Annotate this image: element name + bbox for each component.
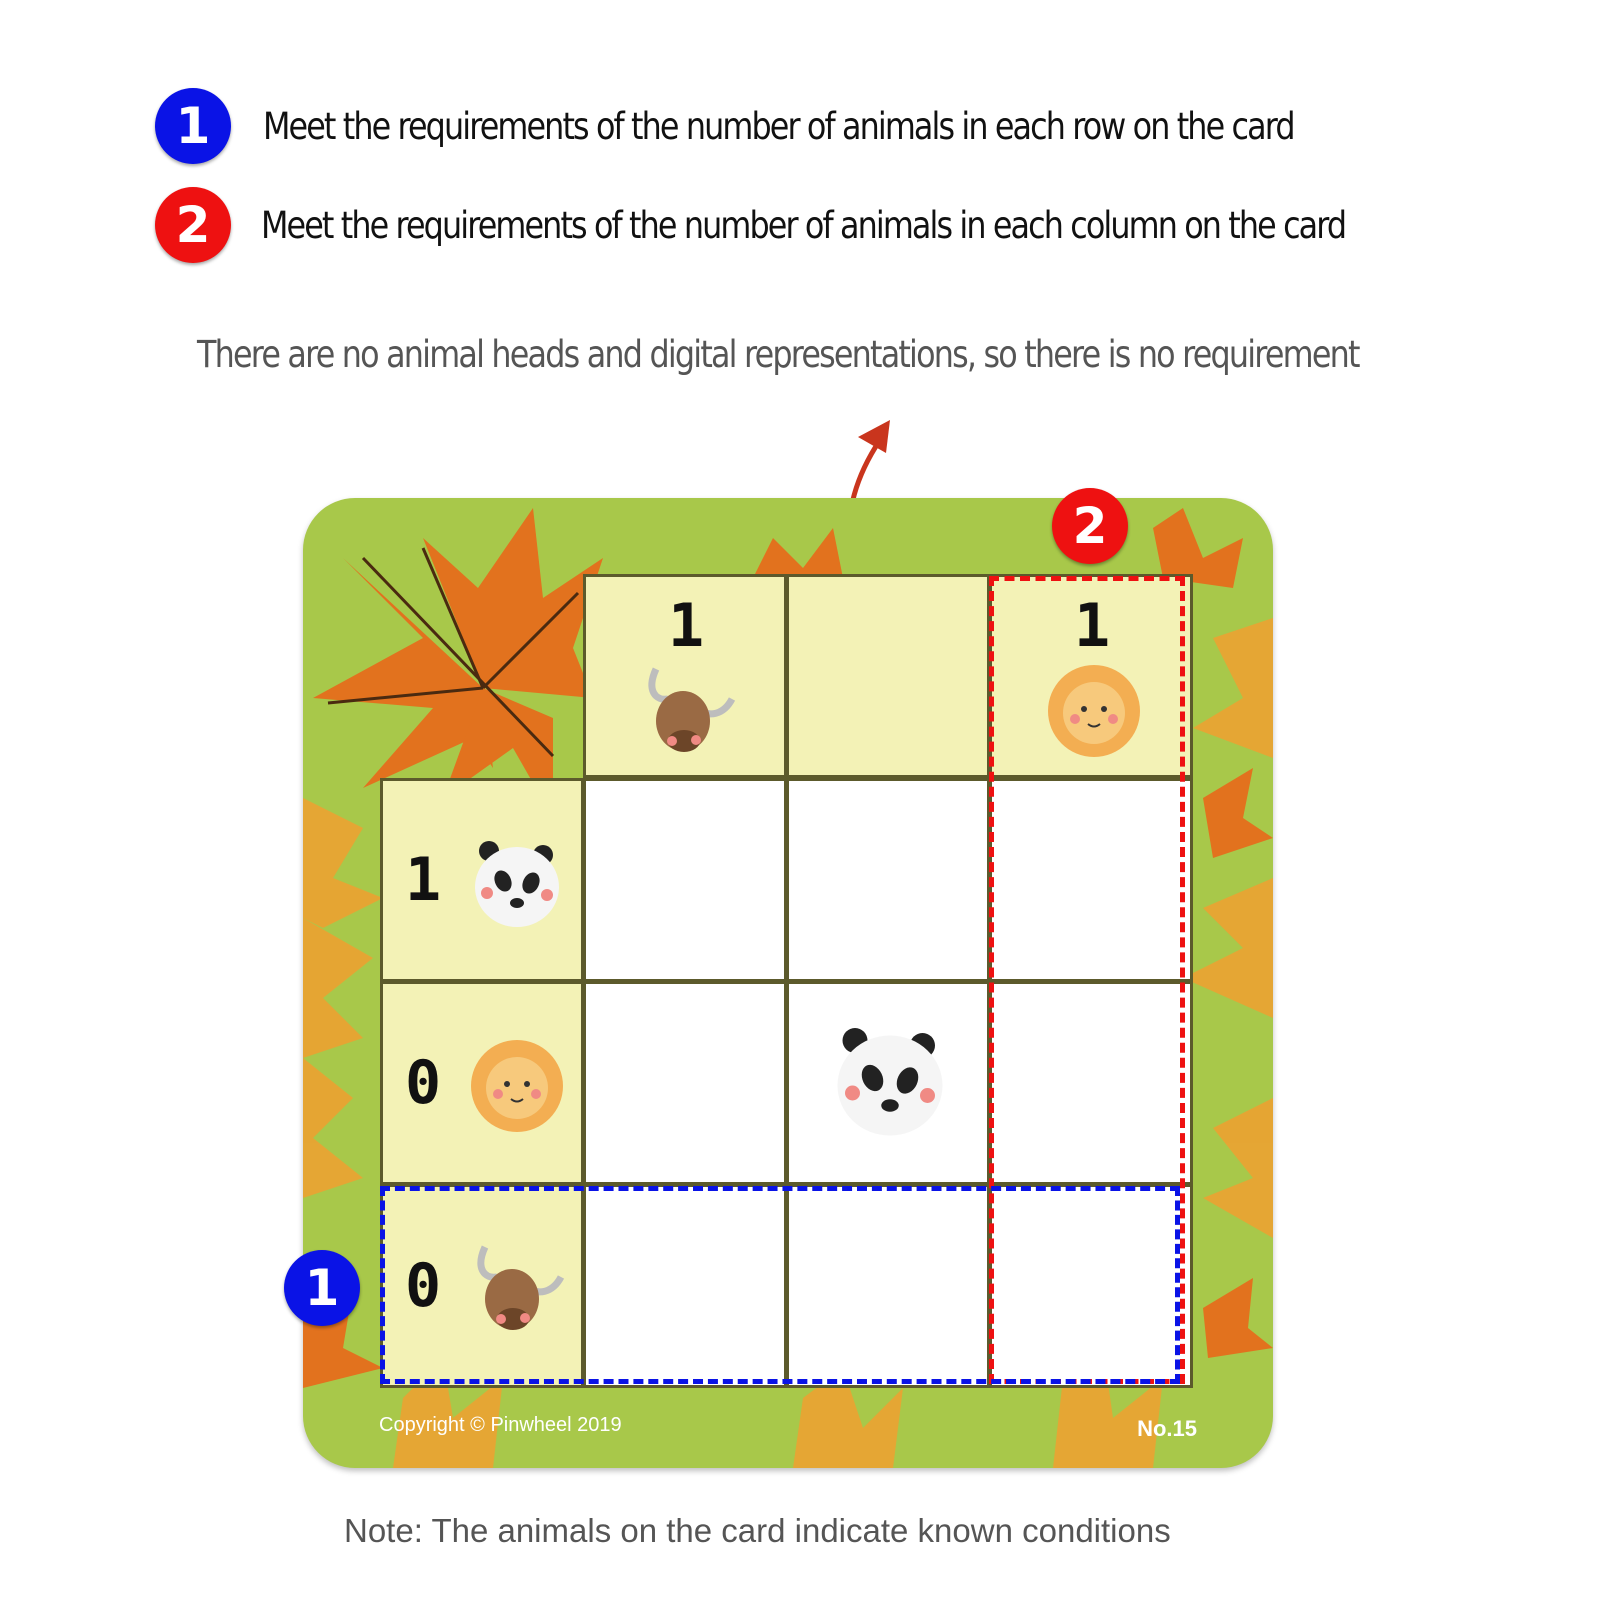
lion-icon [467, 1036, 567, 1136]
puzzle-card [303, 498, 1273, 1468]
column-clue-2 [786, 574, 990, 778]
column-clue-1-number: 1 [668, 591, 705, 661]
row-highlight-box [380, 1186, 1180, 1384]
bottom-note: Note: The animals on the card indicate known conditions [344, 1512, 1171, 1549]
grid-cell-r2-c1[interactable] [583, 981, 787, 1185]
column-highlight-badge: 2 [1052, 488, 1128, 564]
grid-cell-r1-c2[interactable] [786, 778, 990, 982]
row-highlight-badge: 1 [284, 1250, 360, 1326]
grid-cell-r1-c1[interactable] [583, 778, 787, 982]
card-number: No.15 [1137, 1416, 1197, 1441]
copyright-text: Copyright © Pinwheel 2019 [379, 1414, 622, 1436]
column-clue-3-number: 1 [1074, 591, 1111, 661]
panda-icon [467, 833, 567, 933]
row-clue-1-number: 1 [405, 845, 442, 915]
rule-1-text: Meet the requirements of the number of animals in each row on the card [263, 104, 1294, 148]
rule-2 [155, 187, 1522, 263]
no-requirement-note: There are no animal heads and digital representations, so there is no requirement [197, 333, 1359, 376]
rule-1 [155, 88, 1461, 164]
row-clue-2 [380, 981, 584, 1185]
row-clue-2-number: 0 [405, 1048, 442, 1118]
panda-icon [825, 1018, 955, 1143]
row-clue-1 [380, 778, 584, 982]
rule-1-badge: 1 [155, 88, 231, 164]
yak-icon [638, 661, 738, 761]
column-clue-1 [583, 574, 787, 778]
rule-2-badge: 2 [155, 187, 231, 263]
rule-2-text: Meet the requirements of the number of animals in each column on the card [261, 203, 1346, 247]
grid-cell-r2-c2[interactable] [786, 981, 990, 1185]
row-clue-3-number: 0 [405, 1251, 442, 1321]
